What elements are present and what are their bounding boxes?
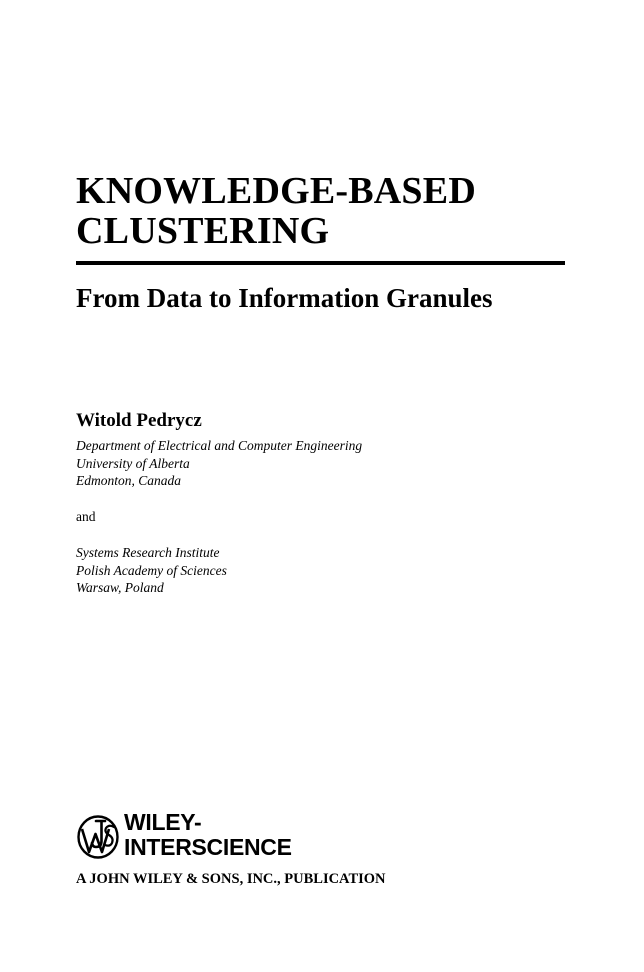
book-title-line-1: KNOWLEDGE-BASED <box>76 170 476 212</box>
publisher-logo <box>76 810 336 862</box>
affiliation-primary-line: Department of Electrical and Computer Engineering <box>76 438 363 453</box>
title-divider <box>76 261 565 265</box>
affiliation-primary-line: Edmonton, Canada <box>76 473 182 488</box>
affiliation-secondary-line: Polish Academy of Sciences <box>76 562 227 578</box>
publisher-logo-line-2: INTERSCIENCE <box>124 834 292 860</box>
author-name: Witold Pedrycz <box>76 410 202 431</box>
book-title <box>76 171 476 251</box>
wiley-monogram-icon <box>76 812 122 860</box>
affiliation-secondary-line: Warsaw, Poland <box>76 580 164 595</box>
publisher-line: A JOHN WILEY & SONS, INC., PUBLICATION <box>76 871 386 887</box>
book-title-line-2: CLUSTERING <box>76 210 330 252</box>
publisher-logo-wordmark <box>124 810 292 860</box>
book-subtitle: From Data to Information Granules <box>76 283 493 313</box>
affiliation-secondary <box>76 544 227 597</box>
affiliation-secondary-line: Systems Research Institute <box>76 545 220 560</box>
publisher-logo-line-1: WILEY- <box>124 809 202 835</box>
affiliation-primary <box>76 437 362 490</box>
affiliation-primary-line: University of Alberta <box>76 455 190 471</box>
affiliation-conjunction: and <box>76 509 96 524</box>
